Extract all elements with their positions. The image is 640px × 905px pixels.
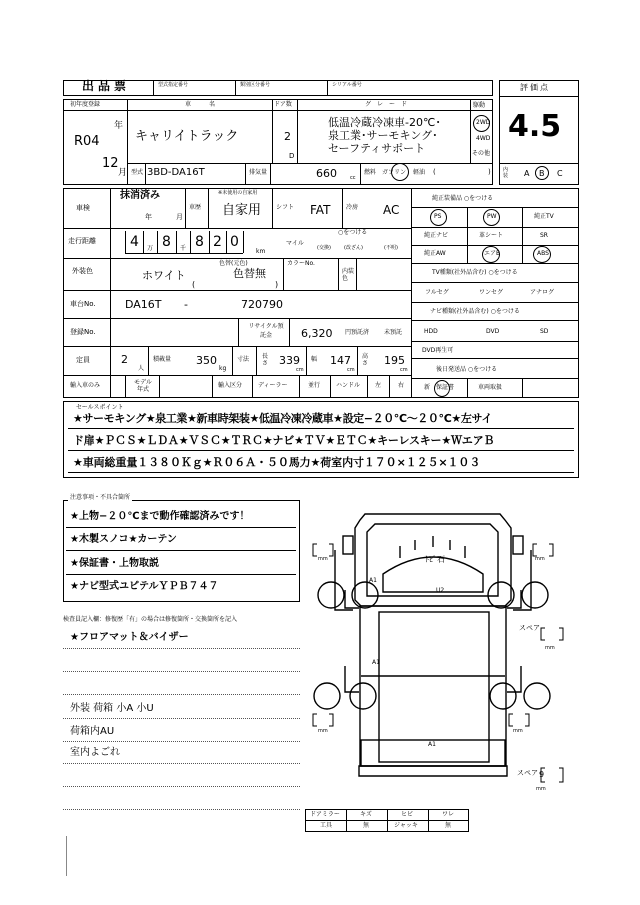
first-reg-label: 初年度登録: [70, 101, 101, 108]
grade-line-2: 泉工業･サーモキング･: [328, 129, 438, 142]
height-cm: cm: [400, 367, 408, 373]
fuel-gasoline: ガソリン: [382, 169, 407, 176]
mileage-tampered: (改ざん): [344, 245, 363, 251]
ac-label: 冷房: [346, 204, 359, 211]
mileage-sen: 千: [180, 245, 187, 252]
equip-aw: 純正AW: [424, 250, 446, 257]
fuel-paren-open: (: [433, 168, 436, 176]
score-value: 4.5: [508, 109, 562, 144]
mileage-km: km: [256, 248, 266, 255]
displacement-label: 排気量: [249, 169, 268, 176]
chassis-prefix: DA16T: [125, 298, 162, 311]
footer-tools: 工具: [320, 822, 333, 829]
equip-abs-circle: [533, 246, 551, 263]
mileage-digit-2: 8: [162, 234, 171, 250]
first-reg-year: R04: [74, 134, 100, 149]
mileage-digit-4: 2: [213, 234, 222, 250]
diagram-mm-3: mm: [318, 728, 328, 734]
length-label: 長さ: [262, 353, 269, 367]
color-value: ホワイト: [142, 269, 186, 282]
import-label: 輸入車のみ: [70, 382, 101, 389]
width-cm: cm: [347, 367, 355, 373]
note-line-4: ★ナビ型式ユピテルＹＰＢ７４７: [70, 581, 219, 592]
equip-airbag-circle: [482, 246, 500, 263]
diagram-roof-note: ﾄﾋﾟ石: [425, 555, 445, 564]
chassis-label: 車台No.: [70, 300, 96, 308]
handle-label: ハンドル: [336, 382, 361, 389]
diagram-spare-1: スペア: [519, 624, 540, 632]
color-paren-open: (: [192, 280, 196, 289]
body-history-label: 車歴: [189, 204, 202, 211]
handle-left: 左: [375, 382, 382, 389]
mileage-man: 万: [147, 245, 154, 252]
navi-dvd-play: DVD再生可: [422, 347, 454, 354]
interior-b-circle: [535, 166, 549, 180]
drive-label: 駆動: [473, 102, 486, 109]
recycle-paid: 円預託済: [345, 329, 370, 336]
height-label: 高さ: [362, 353, 369, 367]
first-reg-month: 12: [102, 156, 119, 171]
tv-oneseg: ワンセグ: [479, 289, 504, 296]
width-value: 147: [330, 354, 351, 367]
interior-c: C: [557, 169, 563, 178]
sales-points-label: セールスポイント: [76, 404, 124, 411]
vehicle-name: キャリイトラック: [135, 129, 239, 144]
note-line-3: ★保証書・上物取説: [70, 558, 159, 569]
diagram-spare-value: 9: [539, 770, 545, 779]
navi-sd: SD: [540, 328, 549, 335]
note-line-1: ★上物−２０℃まで動作確認済みです！: [70, 511, 250, 522]
equip-pw: PW: [487, 213, 497, 220]
docs-title: 後日発送品 ○をつける: [436, 366, 498, 373]
usage-value: 自家用: [222, 203, 262, 218]
mileage-unknown: (不明): [384, 245, 398, 251]
equip-ps: PS: [434, 213, 442, 220]
sales-line-2: ド扉★ＰＣＳ★ＬＤＡ★ＶＳＣ★ＴＲＣ★ナビ★ＴＶ★ＥＴＣ★キーレスキー★ＷエアＢ: [73, 434, 495, 447]
equip-tv: 純正TV: [534, 213, 554, 220]
diagram-mm-5: mm: [545, 645, 555, 651]
body-history-note: ※未使用の自家用: [218, 190, 258, 196]
diagram-mm-1: mm: [318, 556, 328, 562]
import-parallel: 並行: [308, 382, 321, 389]
fuel-gasoline-circle: [391, 163, 409, 181]
doors-value: 2: [284, 130, 291, 143]
footer-crack: ヒビ: [401, 811, 414, 818]
type-cert-label: 型式指定番号: [158, 82, 189, 88]
person-unit: 人: [138, 365, 145, 372]
diagram-mm-2: mm: [535, 556, 545, 562]
grade-line-1: 低温冷蔵冷凍車-20℃･: [328, 116, 441, 129]
footer-warp: ワレ: [442, 811, 455, 818]
color-code-label: カラーNo.: [287, 260, 315, 267]
mileage-circle-note: ○をつける: [338, 229, 368, 236]
sales-line-1: ★サーモキング★泉工業★新車時架装★低温冷凍冷蔵車★設定−２０℃〜２０℃★左サイ: [73, 412, 492, 425]
chassis-dash: -: [184, 298, 188, 311]
footer-jack: ジャッキ: [394, 822, 418, 829]
interior-b: B: [539, 169, 545, 178]
drive-other: その他: [472, 150, 491, 157]
length-cm: cm: [296, 367, 304, 373]
mileage-mile: マイル: [286, 240, 304, 247]
header-frame: [63, 80, 493, 96]
year-unit: 年: [114, 121, 124, 131]
mileage-label: 走行距離: [68, 237, 96, 245]
shift-label: シフト: [276, 204, 295, 211]
mileage-exchange: (交換): [317, 245, 331, 251]
navi-hdd: HDD: [424, 328, 438, 335]
interior-label: 内装: [503, 167, 509, 179]
footer-scratch: キズ: [360, 811, 372, 818]
footer-mirror: ドアミラー: [310, 811, 340, 818]
drive-2wd: 2WD: [476, 119, 491, 126]
ac-value: AC: [383, 203, 400, 217]
load-value: 350: [196, 354, 217, 367]
load-label: 積載量: [153, 356, 172, 363]
color-paren-close: ): [275, 280, 279, 289]
chassis-number: 720790: [241, 298, 283, 311]
recycle-value: 6,320: [301, 327, 333, 340]
fuel-paren-close: ): [488, 168, 491, 176]
capacity-value: 2: [121, 353, 128, 366]
fuel-label: 燃料: [364, 169, 377, 176]
recycle-unpaid: 未預託: [384, 329, 403, 336]
footer-tools-none: 無: [363, 822, 370, 829]
diagram-a1-bottom: A1: [428, 741, 436, 748]
height-value: 195: [384, 354, 405, 367]
inspection-value: 抹消済み: [120, 190, 160, 201]
inspection-label: 車検: [76, 204, 90, 212]
docs-warranty: 保証書: [436, 384, 455, 391]
footer-jack-none: 無: [445, 822, 452, 829]
note-line-2: ★木製スノコ★カーテン: [70, 534, 177, 545]
equip-pw-circle: [483, 209, 500, 226]
docs-manual: 新: [424, 384, 431, 391]
capacity-label: 定員: [76, 356, 90, 364]
diagram-a1-left: A1: [369, 577, 377, 584]
navi-dvd: DVD: [486, 328, 500, 335]
equip-navi: 純正ナビ: [424, 232, 449, 239]
grade-line-3: セーフティサポート: [328, 142, 426, 155]
recycle-label: リサイクル預託金: [248, 323, 284, 339]
model-year-label: モデル年式: [134, 379, 152, 393]
doors-d: D: [289, 152, 295, 160]
tv-analog: アナログ: [530, 289, 555, 296]
length-value: 339: [279, 354, 300, 367]
import-dealer: ディーラー: [258, 382, 288, 389]
inspector-line-5: 荷箱内AU: [70, 726, 115, 737]
equip-abs: ABS: [537, 250, 549, 257]
diagram-mm-6: mm: [536, 786, 546, 792]
handle-right: 右: [398, 382, 405, 389]
name-label: 車名: [185, 101, 234, 108]
month-unit: 月: [118, 168, 128, 178]
tv-fullseg: フルセグ: [425, 289, 449, 296]
inspector-line-4: 外装 荷箱 小A 小U: [70, 703, 154, 714]
cc-unit: cc: [350, 175, 356, 181]
category-label: 類別区分番号: [240, 82, 271, 88]
grade-label: グレード: [365, 101, 414, 108]
equipment-title: 純正装備品 ○をつける: [432, 195, 494, 202]
registration-label: 登録No.: [70, 328, 96, 336]
dimension-label: 寸法: [237, 356, 250, 363]
kg-unit: kg: [219, 365, 227, 372]
shift-value: FAT: [310, 203, 331, 217]
width-label: 幅: [311, 356, 318, 363]
interior-a: A: [524, 169, 530, 178]
notes-label: 注意事項・不具合箇所: [70, 494, 131, 501]
doors-label: ドア数: [274, 101, 292, 108]
inspector-label: 検査員記入欄：修復歴「有」の場合は修復箇所・交換箇所を記入: [63, 616, 238, 623]
mileage-digit-3: 8: [195, 234, 204, 250]
mileage-digit-1: 4: [130, 234, 139, 250]
insp-month-unit: 月: [176, 213, 183, 221]
equip-ps-circle: [430, 209, 447, 226]
inspector-line-6: 室内よごれ: [70, 747, 120, 758]
displacement-value: 660: [316, 167, 337, 180]
model-label: 型式: [131, 169, 144, 176]
interior-color-label: 内装色: [342, 268, 355, 282]
equip-airbag: エアB: [484, 250, 501, 257]
diagram-spare-2: スペア: [517, 769, 538, 777]
model-value: 3BD-DA16T: [147, 167, 205, 178]
navi-type-title: ナビ種類(社外品含む) ○をつける: [430, 308, 520, 315]
docs-warranty-circle: [434, 380, 450, 397]
drive-4wd: 4WD: [476, 135, 491, 142]
inspector-line-1: ★フロアマット＆バイザー: [70, 632, 189, 643]
insp-year-unit: 年: [145, 213, 152, 221]
color-original: 色替無: [233, 267, 266, 280]
equip-leather: 革シート: [479, 232, 504, 239]
color-label: 外装色: [72, 267, 93, 275]
diagram-u2: U2: [436, 587, 445, 594]
truck-damage-diagram: [305, 500, 580, 805]
sheet-title: 出品票: [82, 79, 131, 93]
tv-type-title: TV種類(社外品含む) ○をつける: [432, 269, 518, 276]
mileage-digit-5: 0: [230, 234, 239, 250]
score-label: 評価点: [520, 83, 550, 92]
fuel-diesel: 軽油: [413, 169, 426, 176]
equip-sr: SR: [540, 232, 548, 239]
docs-receipt: 車両取扱: [478, 384, 503, 391]
import-type-label: 輸入区分: [218, 382, 243, 389]
sales-line-3: ★車両総重量１３８０Ｋｇ★Ｒ０６Ａ・５０馬力★荷室内寸１７０×１２５×１０３: [73, 456, 481, 469]
diagram-mm-4: mm: [513, 728, 523, 734]
diagram-a1-side: A1: [372, 659, 380, 666]
serial-label: シリアル番号: [332, 82, 362, 88]
color-original-label: 色替(元色): [219, 260, 248, 267]
drive-2wd-circle: [473, 115, 490, 132]
